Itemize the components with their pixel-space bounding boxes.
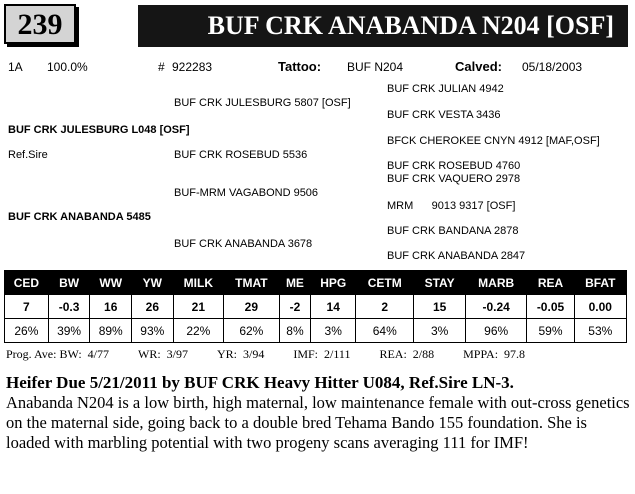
- epd-header-cell: HPG: [311, 271, 356, 295]
- epd-value-cell: 14: [311, 295, 356, 319]
- registration-type: 1A: [8, 60, 23, 74]
- registration-hash: #: [158, 60, 165, 74]
- epd-percentile-cell: 3%: [414, 319, 466, 343]
- epd-header-cell: ME: [279, 271, 311, 295]
- calved-date: 05/18/2003: [522, 60, 583, 74]
- epd-percentile-cell: 3%: [311, 319, 356, 343]
- animal-description: Anabanda N204 is a low birth, high maternal, low maintenance female with out-cross genetics on the maternal side, going back to a double bred Tehama Bando 155 foundation. She is loaded with marbling potential with two progeny scans averaging 111 for IMF!: [6, 393, 630, 452]
- pedigree-ddd: BUF CRK ANABANDA 2847: [387, 250, 526, 262]
- epd-header-cell: REA: [527, 271, 574, 295]
- tattoo-value: BUF N204: [347, 60, 404, 74]
- pedigree-sd: BUF CRK ROSEBUD 5536: [174, 149, 308, 161]
- epd-header-cell: MILK: [173, 271, 223, 295]
- epd-value-cell: 26: [132, 295, 174, 319]
- heifer-due-line: Heifer Due 5/21/2011 by BUF CRK Heavy Hitter U084, Ref.Sire LN-3.: [6, 373, 514, 392]
- ref-sire-label: Ref.Sire: [8, 149, 48, 161]
- progeny-averages: [6, 347, 525, 362]
- epd-header-cell: CETM: [356, 271, 414, 295]
- pedigree-dss: BUF CRK VAQUERO 2978: [387, 173, 521, 185]
- epd-header-cell: STAY: [414, 271, 466, 295]
- pedigree-sds: BFCK CHEROKEE CNYN 4912 [MAF,OSF]: [387, 135, 600, 147]
- epd-header-cell: YW: [132, 271, 174, 295]
- epd-header-cell: TMAT: [224, 271, 280, 295]
- epd-header-cell: BFAT: [574, 271, 626, 295]
- pedigree-ss: BUF CRK JULESBURG 5807 [OSF]: [174, 97, 351, 109]
- progeny-rea: REA: 2/88: [379, 347, 435, 361]
- epd-value-cell: 21: [173, 295, 223, 319]
- animal-name-title: BUF CRK ANABANDA N204 [OSF]: [207, 11, 614, 40]
- epd-percentile-cell: 8%: [279, 319, 311, 343]
- progeny-bw: Prog. Ave: BW: 4/77: [6, 347, 109, 361]
- epd-percentile-cell: 62%: [224, 319, 280, 343]
- epd-value-cell: -0.3: [48, 295, 90, 319]
- progeny-imf: IMF: 2/111: [293, 347, 351, 361]
- pedigree-sss: BUF CRK JULIAN 4942: [387, 83, 504, 95]
- epd-values-row: [5, 295, 627, 319]
- tattoo-label: Tattoo:: [278, 59, 322, 74]
- progeny-wr: WR: 3/97: [138, 347, 188, 361]
- epd-value-cell: -2: [279, 295, 311, 319]
- epd-value-cell: 7: [5, 295, 49, 319]
- epd-percentile-cell: 59%: [527, 319, 574, 343]
- epd-percentiles-row: [5, 319, 627, 343]
- epd-percentile-cell: 64%: [356, 319, 414, 343]
- epd-header-cell: BW: [48, 271, 90, 295]
- progeny-yr: YR: 3/94: [217, 347, 265, 361]
- epd-value-cell: 15: [414, 295, 466, 319]
- title-bar: [138, 5, 628, 47]
- epd-percentile-cell: 93%: [132, 319, 174, 343]
- epd-value-cell: 0.00: [574, 295, 626, 319]
- epd-table: [4, 270, 627, 343]
- epd-percentile-cell: 39%: [48, 319, 90, 343]
- lot-number: 239: [17, 8, 63, 41]
- pedigree-dds: BUF CRK BANDANA 2878: [387, 225, 519, 237]
- registration-number: 922283: [172, 60, 213, 74]
- epd-value-cell: -0.24: [465, 295, 527, 319]
- pedigree-sire: BUF CRK JULESBURG L048 [OSF]: [8, 124, 190, 136]
- epd-percentile-cell: 89%: [90, 319, 132, 343]
- pedigree-sdd: BUF CRK ROSEBUD 4760: [387, 160, 521, 172]
- epd-value-cell: -0.05: [527, 295, 574, 319]
- epd-header-cell: WW: [90, 271, 132, 295]
- pedigree-dd: BUF CRK ANABANDA 3678: [174, 238, 313, 250]
- pedigree-dam: BUF CRK ANABANDA 5485: [8, 211, 151, 223]
- epd-value-cell: 16: [90, 295, 132, 319]
- calved-label: Calved:: [455, 59, 502, 74]
- epd-header-cell: MARB: [465, 271, 527, 295]
- pedigree-dsd: MRM 9013 9317 [OSF]: [387, 200, 516, 212]
- percent-blood: 100.0%: [47, 60, 88, 74]
- epd-percentile-cell: 22%: [173, 319, 223, 343]
- epd-value-cell: 29: [224, 295, 280, 319]
- epd-value-cell: 2: [356, 295, 414, 319]
- epd-percentile-cell: 53%: [574, 319, 626, 343]
- pedigree-ssd: BUF CRK VESTA 3436: [387, 109, 501, 121]
- lot-number-box: [4, 4, 76, 44]
- epd-percentile-cell: 96%: [465, 319, 527, 343]
- progeny-mppa: MPPA: 97.8: [463, 347, 526, 361]
- pedigree-ds: BUF-MRM VAGABOND 9506: [174, 187, 319, 199]
- epd-percentile-cell: 26%: [5, 319, 49, 343]
- epd-header-row: [5, 271, 627, 295]
- epd-header-cell: CED: [5, 271, 49, 295]
